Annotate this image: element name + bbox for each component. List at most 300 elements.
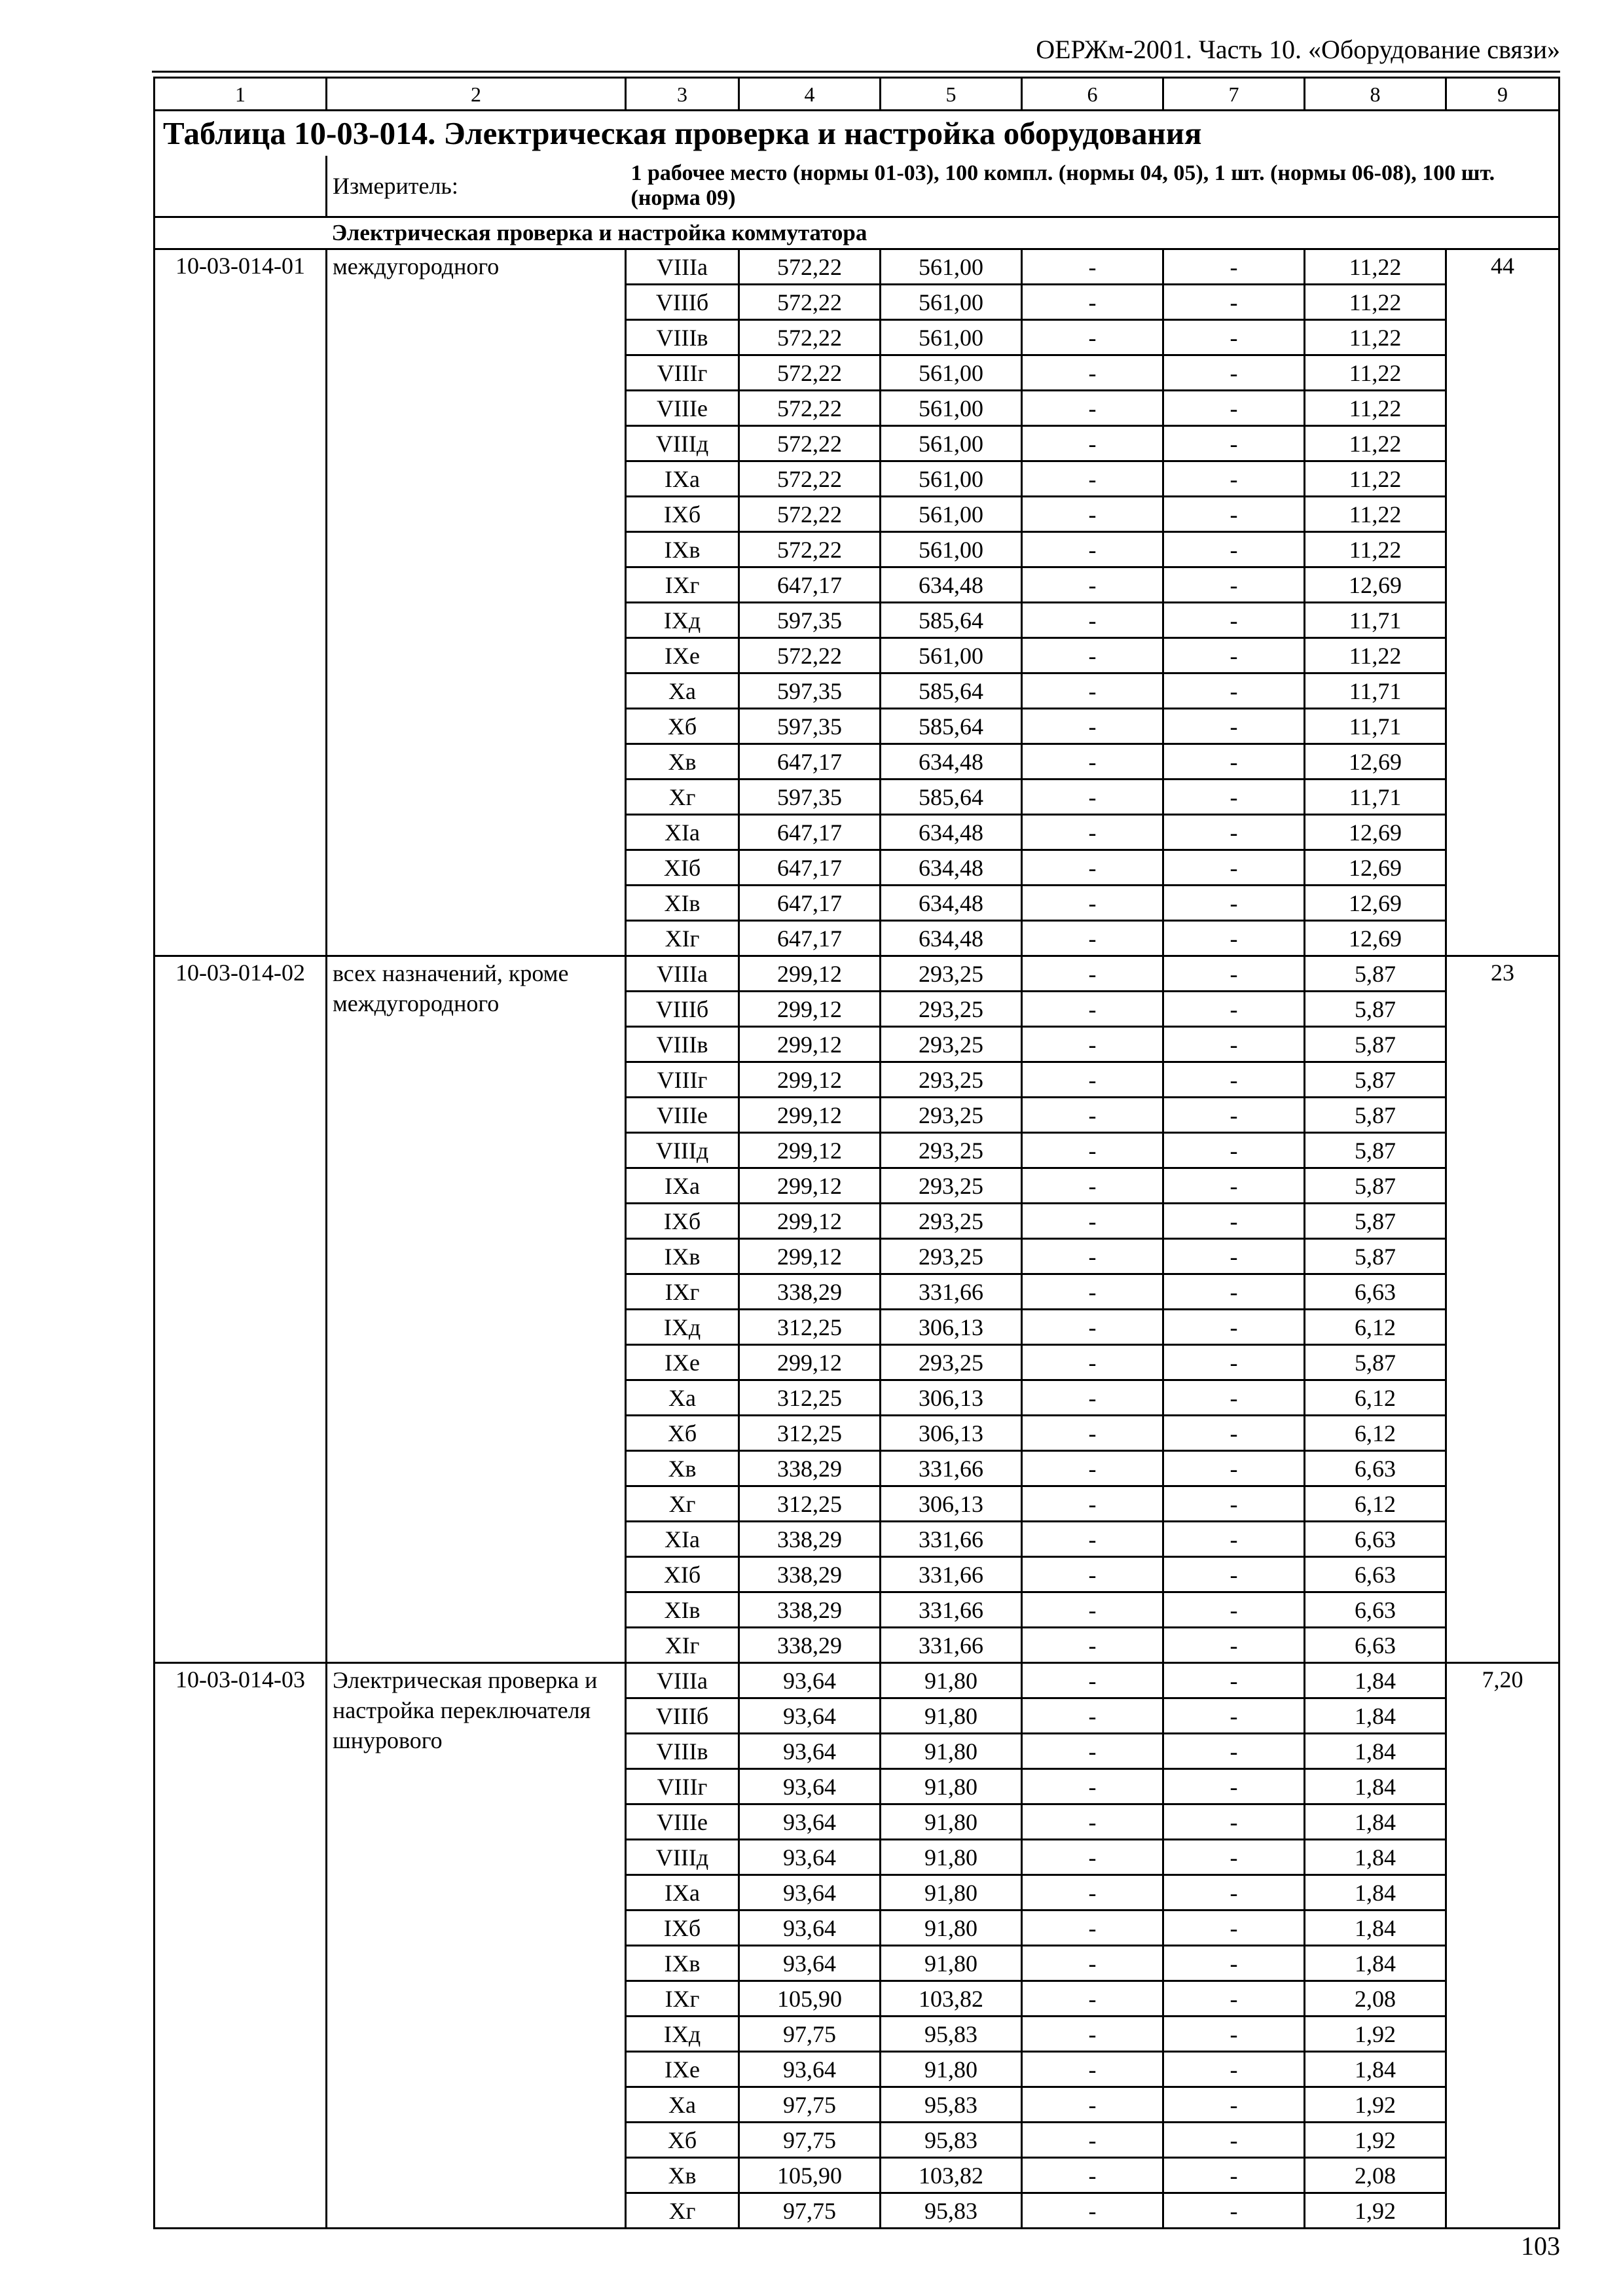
machines-cell: -: [1022, 2158, 1163, 2193]
total-cost-cell: 647,17: [739, 886, 881, 921]
drivers-wages-cell: -: [1163, 886, 1305, 921]
materials-cell: 11,22: [1305, 249, 1446, 285]
total-cost-cell: 97,75: [739, 2123, 881, 2158]
drivers-wages-cell: -: [1163, 1769, 1305, 1804]
zone-cell: VIIIв: [626, 1734, 739, 1769]
zone-cell: XIб: [626, 1557, 739, 1592]
zone-cell: XIг: [626, 1628, 739, 1663]
total-cost-cell: 312,25: [739, 1380, 881, 1416]
materials-cell: 11,22: [1305, 426, 1446, 461]
materials-cell: 6,12: [1305, 1416, 1446, 1451]
zone-cell: IXг: [626, 1981, 739, 2017]
column-number: 7: [1163, 78, 1305, 111]
wages-cell: 634,48: [881, 886, 1022, 921]
zone-cell: Xв: [626, 2158, 739, 2193]
drivers-wages-cell: -: [1163, 1522, 1305, 1557]
total-cost-cell: 105,90: [739, 2158, 881, 2193]
zone-cell: Xб: [626, 1416, 739, 1451]
zone-cell: IXб: [626, 497, 739, 532]
zone-cell: IXг: [626, 1274, 739, 1310]
total-cost-cell: 105,90: [739, 1981, 881, 2017]
machines-cell: -: [1022, 815, 1163, 850]
wages-cell: 91,80: [881, 1875, 1022, 1910]
wages-cell: 561,00: [881, 249, 1022, 285]
machines-cell: -: [1022, 1380, 1163, 1416]
zone-cell: Xг: [626, 1486, 739, 1522]
wages-cell: 561,00: [881, 355, 1022, 391]
total-cost-cell: 338,29: [739, 1522, 881, 1557]
machines-cell: -: [1022, 355, 1163, 391]
zone-cell: Xа: [626, 2087, 739, 2123]
drivers-wages-cell: -: [1163, 2193, 1305, 2229]
zone-cell: Xа: [626, 673, 739, 709]
drivers-wages-cell: -: [1163, 1451, 1305, 1486]
labor-cost-cell: 23: [1446, 956, 1559, 1663]
zone-cell: Xа: [626, 1380, 739, 1416]
machines-cell: -: [1022, 1557, 1163, 1592]
wages-cell: 91,80: [881, 1804, 1022, 1840]
machines-cell: -: [1022, 2017, 1163, 2052]
machines-cell: -: [1022, 1027, 1163, 1062]
drivers-wages-cell: -: [1163, 1274, 1305, 1310]
total-cost-cell: 572,22: [739, 391, 881, 426]
drivers-wages-cell: -: [1163, 1380, 1305, 1416]
zone-cell: IXв: [626, 1239, 739, 1274]
drivers-wages-cell: -: [1163, 497, 1305, 532]
drivers-wages-cell: -: [1163, 850, 1305, 886]
materials-cell: 6,12: [1305, 1310, 1446, 1345]
section-row: [155, 217, 1559, 249]
materials-cell: 6,12: [1305, 1380, 1446, 1416]
zone-cell: IXв: [626, 532, 739, 567]
machines-cell: -: [1022, 1698, 1163, 1734]
zone-cell: IXе: [626, 1345, 739, 1380]
zone-cell: VIIIе: [626, 1804, 739, 1840]
total-cost-cell: 299,12: [739, 1345, 881, 1380]
materials-cell: 5,87: [1305, 1098, 1446, 1133]
drivers-wages-cell: -: [1163, 1027, 1305, 1062]
wages-cell: 293,25: [881, 1027, 1022, 1062]
wages-cell: 561,00: [881, 391, 1022, 426]
zone-cell: IXе: [626, 2052, 739, 2087]
drivers-wages-cell: -: [1163, 1840, 1305, 1875]
materials-cell: 11,71: [1305, 780, 1446, 815]
machines-cell: -: [1022, 1946, 1163, 1981]
total-cost-cell: 97,75: [739, 2193, 881, 2229]
total-cost-cell: 572,22: [739, 355, 881, 391]
materials-cell: 1,84: [1305, 1840, 1446, 1875]
machines-cell: -: [1022, 1592, 1163, 1628]
materials-cell: 6,12: [1305, 1486, 1446, 1522]
machines-cell: -: [1022, 992, 1163, 1027]
drivers-wages-cell: -: [1163, 1698, 1305, 1734]
machines-cell: -: [1022, 1981, 1163, 2017]
machines-cell: -: [1022, 285, 1163, 320]
materials-cell: 12,69: [1305, 567, 1446, 603]
total-cost-cell: 93,64: [739, 1875, 881, 1910]
zone-cell: IXб: [626, 1910, 739, 1946]
drivers-wages-cell: -: [1163, 285, 1305, 320]
norm-code: 10-03-014-01: [155, 249, 327, 956]
drivers-wages-cell: -: [1163, 1663, 1305, 1698]
page-number: 103: [1521, 2231, 1560, 2261]
drivers-wages-cell: -: [1163, 532, 1305, 567]
materials-cell: 12,69: [1305, 744, 1446, 780]
total-cost-cell: 647,17: [739, 850, 881, 886]
machines-cell: -: [1022, 497, 1163, 532]
machines-cell: -: [1022, 1486, 1163, 1522]
total-cost-cell: 312,25: [739, 1486, 881, 1522]
total-cost-cell: 572,22: [739, 497, 881, 532]
total-cost-cell: 299,12: [739, 992, 881, 1027]
materials-cell: 11,22: [1305, 497, 1446, 532]
wages-cell: 585,64: [881, 709, 1022, 744]
drivers-wages-cell: -: [1163, 1557, 1305, 1592]
wages-cell: 91,80: [881, 1910, 1022, 1946]
table-title-row: [155, 111, 1559, 156]
total-cost-cell: 597,35: [739, 780, 881, 815]
materials-cell: 11,22: [1305, 638, 1446, 673]
total-cost-cell: 338,29: [739, 1557, 881, 1592]
wages-cell: 91,80: [881, 1946, 1022, 1981]
wages-cell: 103,82: [881, 2158, 1022, 2193]
drivers-wages-cell: -: [1163, 1168, 1305, 1204]
materials-cell: 11,71: [1305, 603, 1446, 638]
wages-cell: 634,48: [881, 921, 1022, 956]
machines-cell: -: [1022, 1168, 1163, 1204]
total-cost-cell: 299,12: [739, 1204, 881, 1239]
table-title: Таблица 10-03-014. Электрическая проверка и настройка оборудования: [155, 111, 1559, 156]
materials-cell: 1,92: [1305, 2193, 1446, 2229]
wages-cell: 331,66: [881, 1451, 1022, 1486]
zone-cell: XIв: [626, 886, 739, 921]
machines-cell: -: [1022, 391, 1163, 426]
wages-cell: 91,80: [881, 1663, 1022, 1698]
materials-cell: 1,84: [1305, 1804, 1446, 1840]
zone-cell: VIIIг: [626, 355, 739, 391]
machines-cell: -: [1022, 1804, 1163, 1840]
zone-cell: IXа: [626, 461, 739, 497]
drivers-wages-cell: -: [1163, 1628, 1305, 1663]
wages-cell: 293,25: [881, 1345, 1022, 1380]
materials-cell: 6,63: [1305, 1451, 1446, 1486]
table-row: [155, 249, 1559, 285]
machines-cell: -: [1022, 1416, 1163, 1451]
drivers-wages-cell: -: [1163, 355, 1305, 391]
zone-cell: Xг: [626, 780, 739, 815]
total-cost-cell: 299,12: [739, 1168, 881, 1204]
zone-cell: VIIIа: [626, 1663, 739, 1698]
table-row: [155, 956, 1559, 992]
total-cost-cell: 338,29: [739, 1451, 881, 1486]
drivers-wages-cell: -: [1163, 780, 1305, 815]
materials-cell: 11,22: [1305, 285, 1446, 320]
total-cost-cell: 93,64: [739, 1698, 881, 1734]
unit-value: 1 рабочее место (нормы 01-03), 100 компл. (нормы 04, 05), 1 шт. (нормы 06-08), 100 шт. (норма 09): [626, 156, 1559, 217]
section-spacer: [155, 217, 327, 249]
drivers-wages-cell: -: [1163, 815, 1305, 850]
zone-cell: XIг: [626, 921, 739, 956]
wages-cell: 634,48: [881, 567, 1022, 603]
materials-cell: 5,87: [1305, 1204, 1446, 1239]
materials-cell: 1,84: [1305, 1734, 1446, 1769]
header-rule: [152, 71, 1560, 73]
machines-cell: -: [1022, 1062, 1163, 1098]
total-cost-cell: 597,35: [739, 673, 881, 709]
wages-cell: 331,66: [881, 1557, 1022, 1592]
materials-cell: 6,63: [1305, 1628, 1446, 1663]
zone-cell: XIв: [626, 1592, 739, 1628]
machines-cell: -: [1022, 1663, 1163, 1698]
column-numbers-row: [155, 78, 1559, 111]
zone-cell: VIIIб: [626, 992, 739, 1027]
wages-cell: 91,80: [881, 2052, 1022, 2087]
total-cost-cell: 299,12: [739, 1062, 881, 1098]
norm-description: междугородного: [327, 249, 626, 956]
unit-row: [155, 156, 1559, 217]
wages-cell: 293,25: [881, 956, 1022, 992]
materials-cell: 12,69: [1305, 815, 1446, 850]
wages-cell: 331,66: [881, 1592, 1022, 1628]
zone-cell: VIIIе: [626, 1098, 739, 1133]
drivers-wages-cell: -: [1163, 1062, 1305, 1098]
zone-cell: IXа: [626, 1168, 739, 1204]
total-cost-cell: 597,35: [739, 709, 881, 744]
machines-cell: -: [1022, 1239, 1163, 1274]
zone-cell: IXд: [626, 2017, 739, 2052]
machines-cell: -: [1022, 673, 1163, 709]
wages-cell: 634,48: [881, 850, 1022, 886]
drivers-wages-cell: -: [1163, 2052, 1305, 2087]
drivers-wages-cell: -: [1163, 1981, 1305, 2017]
machines-cell: -: [1022, 2193, 1163, 2229]
zone-cell: XIб: [626, 850, 739, 886]
drivers-wages-cell: -: [1163, 391, 1305, 426]
zone-cell: VIIIб: [626, 285, 739, 320]
wages-cell: 585,64: [881, 673, 1022, 709]
zone-cell: VIIIв: [626, 1027, 739, 1062]
wages-cell: 561,00: [881, 497, 1022, 532]
wages-cell: 585,64: [881, 780, 1022, 815]
materials-cell: 5,87: [1305, 1062, 1446, 1098]
total-cost-cell: 572,22: [739, 320, 881, 355]
materials-cell: 6,63: [1305, 1274, 1446, 1310]
zone-cell: Xб: [626, 2123, 739, 2158]
wages-cell: 95,83: [881, 2017, 1022, 2052]
drivers-wages-cell: -: [1163, 461, 1305, 497]
drivers-wages-cell: -: [1163, 1486, 1305, 1522]
wages-cell: 293,25: [881, 1168, 1022, 1204]
total-cost-cell: 647,17: [739, 815, 881, 850]
machines-cell: -: [1022, 956, 1163, 992]
norm-code: 10-03-014-03: [155, 1663, 327, 2229]
total-cost-cell: 299,12: [739, 1133, 881, 1168]
wages-cell: 561,00: [881, 638, 1022, 673]
machines-cell: -: [1022, 2123, 1163, 2158]
wages-cell: 91,80: [881, 1734, 1022, 1769]
drivers-wages-cell: -: [1163, 2158, 1305, 2193]
wages-cell: 95,83: [881, 2123, 1022, 2158]
materials-cell: 5,87: [1305, 1345, 1446, 1380]
total-cost-cell: 93,64: [739, 1734, 881, 1769]
machines-cell: -: [1022, 886, 1163, 921]
total-cost-cell: 93,64: [739, 1663, 881, 1698]
table-body: [155, 78, 1559, 2229]
drivers-wages-cell: -: [1163, 320, 1305, 355]
wages-cell: 331,66: [881, 1522, 1022, 1557]
total-cost-cell: 97,75: [739, 2017, 881, 2052]
unit-spacer: [155, 156, 327, 217]
zone-cell: XIа: [626, 815, 739, 850]
column-number: 9: [1446, 78, 1559, 111]
machines-cell: -: [1022, 780, 1163, 815]
materials-cell: 5,87: [1305, 956, 1446, 992]
zone-cell: VIIIг: [626, 1062, 739, 1098]
wages-cell: 585,64: [881, 603, 1022, 638]
machines-cell: -: [1022, 638, 1163, 673]
zone-cell: VIIIв: [626, 320, 739, 355]
column-number: 1: [155, 78, 327, 111]
total-cost-cell: 338,29: [739, 1592, 881, 1628]
materials-cell: 5,87: [1305, 1168, 1446, 1204]
materials-cell: 11,22: [1305, 461, 1446, 497]
drivers-wages-cell: -: [1163, 1416, 1305, 1451]
norms-table-container: [153, 77, 1558, 2229]
machines-cell: -: [1022, 1840, 1163, 1875]
materials-cell: 12,69: [1305, 886, 1446, 921]
total-cost-cell: 97,75: [739, 2087, 881, 2123]
materials-cell: 11,22: [1305, 532, 1446, 567]
zone-cell: VIIIг: [626, 1769, 739, 1804]
materials-cell: 1,84: [1305, 1875, 1446, 1910]
materials-cell: 6,63: [1305, 1557, 1446, 1592]
materials-cell: 11,22: [1305, 320, 1446, 355]
machines-cell: -: [1022, 249, 1163, 285]
machines-cell: -: [1022, 567, 1163, 603]
wages-cell: 293,25: [881, 992, 1022, 1027]
drivers-wages-cell: -: [1163, 567, 1305, 603]
wages-cell: 293,25: [881, 1098, 1022, 1133]
total-cost-cell: 93,64: [739, 2052, 881, 2087]
materials-cell: 2,08: [1305, 1981, 1446, 2017]
machines-cell: -: [1022, 1133, 1163, 1168]
machines-cell: -: [1022, 1910, 1163, 1946]
machines-cell: -: [1022, 1522, 1163, 1557]
wages-cell: 293,25: [881, 1204, 1022, 1239]
materials-cell: 1,84: [1305, 1910, 1446, 1946]
wages-cell: 306,13: [881, 1486, 1022, 1522]
total-cost-cell: 299,12: [739, 1027, 881, 1062]
drivers-wages-cell: -: [1163, 1310, 1305, 1345]
materials-cell: 5,87: [1305, 1239, 1446, 1274]
drivers-wages-cell: -: [1163, 2087, 1305, 2123]
table-row: [155, 1663, 1559, 1698]
wages-cell: 293,25: [881, 1062, 1022, 1098]
total-cost-cell: 93,64: [739, 1946, 881, 1981]
wages-cell: 95,83: [881, 2087, 1022, 2123]
wages-cell: 306,13: [881, 1310, 1022, 1345]
total-cost-cell: 647,17: [739, 567, 881, 603]
machines-cell: -: [1022, 1769, 1163, 1804]
total-cost-cell: 572,22: [739, 461, 881, 497]
machines-cell: -: [1022, 2087, 1163, 2123]
section-heading: Электрическая проверка и настройка коммутатора: [327, 217, 1559, 249]
total-cost-cell: 572,22: [739, 532, 881, 567]
wages-cell: 561,00: [881, 426, 1022, 461]
drivers-wages-cell: -: [1163, 249, 1305, 285]
total-cost-cell: 572,22: [739, 285, 881, 320]
machines-cell: -: [1022, 2052, 1163, 2087]
wages-cell: 561,00: [881, 320, 1022, 355]
page-header: ОЕРЖм-2001. Часть 10. «Оборудование связи»: [1036, 35, 1560, 64]
machines-cell: -: [1022, 532, 1163, 567]
drivers-wages-cell: -: [1163, 603, 1305, 638]
total-cost-cell: 93,64: [739, 1769, 881, 1804]
wages-cell: 91,80: [881, 1769, 1022, 1804]
column-number: 8: [1305, 78, 1446, 111]
materials-cell: 12,69: [1305, 850, 1446, 886]
materials-cell: 5,87: [1305, 1027, 1446, 1062]
machines-cell: -: [1022, 603, 1163, 638]
wages-cell: 331,66: [881, 1628, 1022, 1663]
machines-cell: -: [1022, 1204, 1163, 1239]
drivers-wages-cell: -: [1163, 1910, 1305, 1946]
total-cost-cell: 299,12: [739, 1098, 881, 1133]
zone-cell: VIIIб: [626, 1698, 739, 1734]
machines-cell: -: [1022, 461, 1163, 497]
zone-cell: VIIIд: [626, 1133, 739, 1168]
materials-cell: 12,69: [1305, 921, 1446, 956]
machines-cell: -: [1022, 426, 1163, 461]
zone-cell: XIа: [626, 1522, 739, 1557]
drivers-wages-cell: -: [1163, 1734, 1305, 1769]
wages-cell: 561,00: [881, 532, 1022, 567]
machines-cell: -: [1022, 320, 1163, 355]
norm-description: всех назначений, кроме междугородного: [327, 956, 626, 1663]
wages-cell: 306,13: [881, 1416, 1022, 1451]
drivers-wages-cell: -: [1163, 709, 1305, 744]
zone-cell: VIIIа: [626, 249, 739, 285]
total-cost-cell: 93,64: [739, 1840, 881, 1875]
wages-cell: 561,00: [881, 285, 1022, 320]
machines-cell: -: [1022, 1098, 1163, 1133]
wages-cell: 306,13: [881, 1380, 1022, 1416]
norm-description: Электрическая проверка и настройка переключателя шнурового: [327, 1663, 626, 2229]
wages-cell: 103,82: [881, 1981, 1022, 2017]
drivers-wages-cell: -: [1163, 744, 1305, 780]
column-number: 2: [327, 78, 626, 111]
zone-cell: Xб: [626, 709, 739, 744]
zone-cell: Xг: [626, 2193, 739, 2229]
materials-cell: 1,92: [1305, 2017, 1446, 2052]
labor-cost-cell: 44: [1446, 249, 1559, 956]
machines-cell: -: [1022, 1734, 1163, 1769]
total-cost-cell: 572,22: [739, 426, 881, 461]
total-cost-cell: 572,22: [739, 249, 881, 285]
total-cost-cell: 647,17: [739, 744, 881, 780]
drivers-wages-cell: -: [1163, 992, 1305, 1027]
zone-cell: VIIIд: [626, 426, 739, 461]
zone-cell: IXб: [626, 1204, 739, 1239]
drivers-wages-cell: -: [1163, 1239, 1305, 1274]
machines-cell: -: [1022, 1310, 1163, 1345]
column-number: 4: [739, 78, 881, 111]
column-number: 3: [626, 78, 739, 111]
total-cost-cell: 312,25: [739, 1416, 881, 1451]
total-cost-cell: 312,25: [739, 1310, 881, 1345]
materials-cell: 1,92: [1305, 2123, 1446, 2158]
materials-cell: 1,92: [1305, 2087, 1446, 2123]
